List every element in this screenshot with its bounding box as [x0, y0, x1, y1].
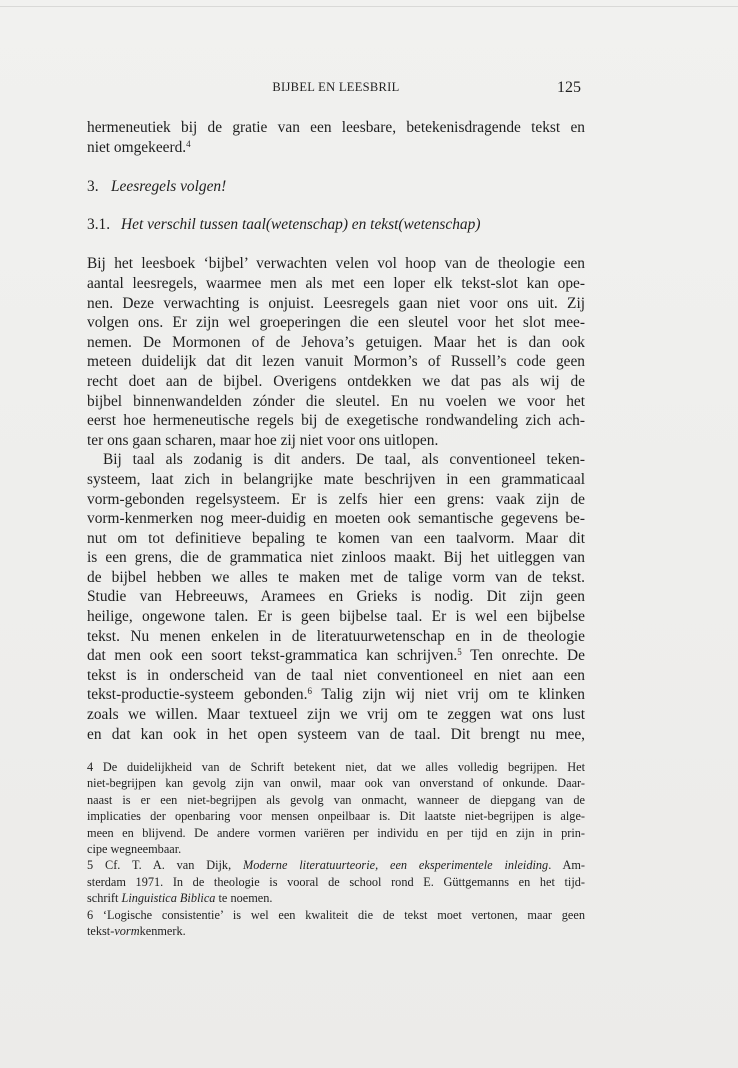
- subsection-number: 3.1.: [87, 215, 111, 233]
- text-line: vorm-gebonden regelsysteem. Er is zelfs hier een grens: vaak zijn de: [87, 490, 585, 508]
- text-line: nen. Deze verwachting is onjuist. Leesregels gaan niet voor ons uit. Zij: [87, 294, 585, 312]
- footnotes: [87, 759, 585, 939]
- text-line: Studie van Hebreeuws, Aramees en Grieks is nodig. Dit zijn geen: [87, 588, 585, 606]
- text-line: [87, 685, 585, 705]
- footnote-line: implicaties der openbaring voor mensen onpeilbaar is. Dit laatste niet-begrijpen is alge-: [87, 809, 585, 824]
- footnote-line: meen en blijvend. De andere vormen variëren per individu en per tijd en zijn in prin-: [87, 825, 585, 840]
- footnote-line: cipe wegneembaar.: [87, 842, 182, 857]
- body-text: [87, 118, 585, 744]
- text-fragment: niet omgekeerd.: [87, 138, 187, 156]
- footnote-line: [87, 890, 585, 906]
- emphasis: vorm: [114, 924, 140, 939]
- text-line: Bij het leesboek ‘bijbel’ verwachten velen vol hoop van de theologie een: [87, 255, 585, 273]
- text-line: hermeneutiek bij de gratie van een leesbare, betekenisdragende tekst en: [87, 119, 585, 136]
- text-line: de bijbel hebben we alles te maken met de talige vorm van de tekst.: [87, 568, 585, 586]
- footnote-ref-4: 4: [186, 138, 191, 149]
- text-line: volgen ons. Er zijn wel groeperingen die een sleutel voor het slot mee-: [87, 314, 585, 332]
- section-title: Leesregels volgen!: [111, 178, 227, 196]
- text-fragment: . Am-: [548, 858, 585, 873]
- footnote-ref-5: 5: [457, 647, 462, 658]
- text-line: vorm-kenmerken nog meer-duidig en moeten ook semantische gegevens be-: [87, 510, 585, 528]
- text-fragment: Ten onrechte. De: [461, 647, 585, 665]
- text-line: [87, 646, 585, 666]
- cited-journal: Linguistica Biblica: [121, 891, 216, 906]
- footnote-6: [87, 907, 585, 940]
- text-fragment: tekst-: [87, 924, 115, 939]
- footnote-line: [87, 857, 585, 873]
- text-line: meteen duidelijk dat dit lezen vanuit Mormon’s of Russell’s code geen: [87, 353, 585, 371]
- page-header: [87, 80, 585, 102]
- footnote-line: [87, 923, 585, 939]
- scan-edge-line: [0, 6, 738, 7]
- text-line: ter ons gaan scharen, maar hoe zij niet voor ons uitlopen.: [87, 431, 439, 449]
- page-number: 125: [557, 79, 581, 96]
- text-fragment: Talig zijn wij niet vrij om te klinken: [311, 686, 585, 704]
- text-fragment: te noemen.: [215, 891, 273, 906]
- text-line: tekst. Nu menen enkelen in de literatuurwetenschap en in de theologie: [87, 627, 585, 645]
- section-heading: [87, 177, 585, 197]
- text-line: zoals we willen. Maar textueel zijn we vrij om te zeggen wat ons lust: [87, 706, 585, 724]
- text-line: is een grens, die de grammatica niet zinloos maakt. Bij het uitleggen van: [87, 549, 585, 567]
- text-line: eerst hoe hermeneutische regels bij de exegetische rondwandeling zich ach-: [87, 412, 585, 430]
- footnote-line: niet-begrijpen kan gevolg zijn van onwil, maar ook van onverstand of onkunde. Daar-: [87, 776, 585, 791]
- footnote-line: 4 De duidelijkheid van de Schrift betekent niet, dat we alles volledig begrijpen. Het: [87, 760, 585, 774]
- footnote-line: sterdam 1971. In de theologie is vooral de school rond E. Güttgemanns en het tijd-: [87, 874, 585, 889]
- text-line: tekst is in onderscheid van de taal niet conventioneel en niet aan een: [87, 666, 585, 684]
- text-line: Bij taal als zodanig is dit anders. De taal, als conventioneel teken-: [103, 451, 585, 469]
- text-line: nemen. De Mormonen of de Jehova’s getuigen. Maar het is dan ook: [87, 333, 585, 351]
- text-fragment: tekst-productie-systeem gebonden.: [87, 686, 308, 704]
- footnote-line: naast is er een niet-begrijpen als gevolg van onmacht, wanneer de diepgang van de: [87, 792, 585, 807]
- footnote-ref-6: 6: [307, 686, 312, 697]
- text-line: heilige, ongewone talen. Er is geen bijbelse taal. Er is wel een bijbelse: [87, 608, 585, 626]
- subsection-heading: [87, 215, 585, 235]
- section-number: 3.: [87, 178, 99, 196]
- text-line: bijbel binnenwandelden zónder die sleutel. En nu voelen we voor het: [87, 392, 585, 410]
- text-fragment: 5 Cf. T. A. van Dijk,: [87, 858, 244, 873]
- footnote-line: 6 ‘Logische consistentie’ is wel een kwaliteit die de tekst moet vertonen, maar geen: [87, 907, 585, 922]
- text-fragment: dat men ook een soort tekst-grammatica kan schrijven.: [87, 647, 458, 665]
- text-line: systeem, laat zich in belangrijke mate beschrijven in een grammaticaal: [87, 470, 585, 488]
- text-line: nut om tot definitieve bepaling te komen van een taalvorm. Maar dit: [87, 529, 585, 547]
- paragraph-2: [87, 450, 585, 744]
- text-line: en dat kan ook in het open systeem van de taal. Dit brengt nu mee,: [87, 725, 585, 743]
- text-line: aantal leesregels, waarmee men als met een loper elk tekst-slot kan ope-: [87, 274, 585, 292]
- subsection-title: Het verschil tussen taal(wetenschap) en tekst(wetenschap): [121, 215, 481, 233]
- intro-paragraph: [87, 118, 585, 157]
- running-title: BIJBEL EN LEESBRIL: [272, 80, 400, 94]
- cited-title: Moderne literatuurteorie, een eksperimentele inleiding: [243, 858, 549, 873]
- footnote-4: [87, 759, 585, 857]
- text-fragment: kenmerk.: [139, 924, 186, 939]
- footnote-5: [87, 857, 585, 906]
- text-line: recht doet aan de bijbel. Overigens ontdekken we dat pas als wij de: [87, 372, 585, 390]
- text-line: [87, 138, 585, 158]
- text-fragment: schrift: [87, 891, 122, 906]
- paragraph-1: [87, 254, 585, 450]
